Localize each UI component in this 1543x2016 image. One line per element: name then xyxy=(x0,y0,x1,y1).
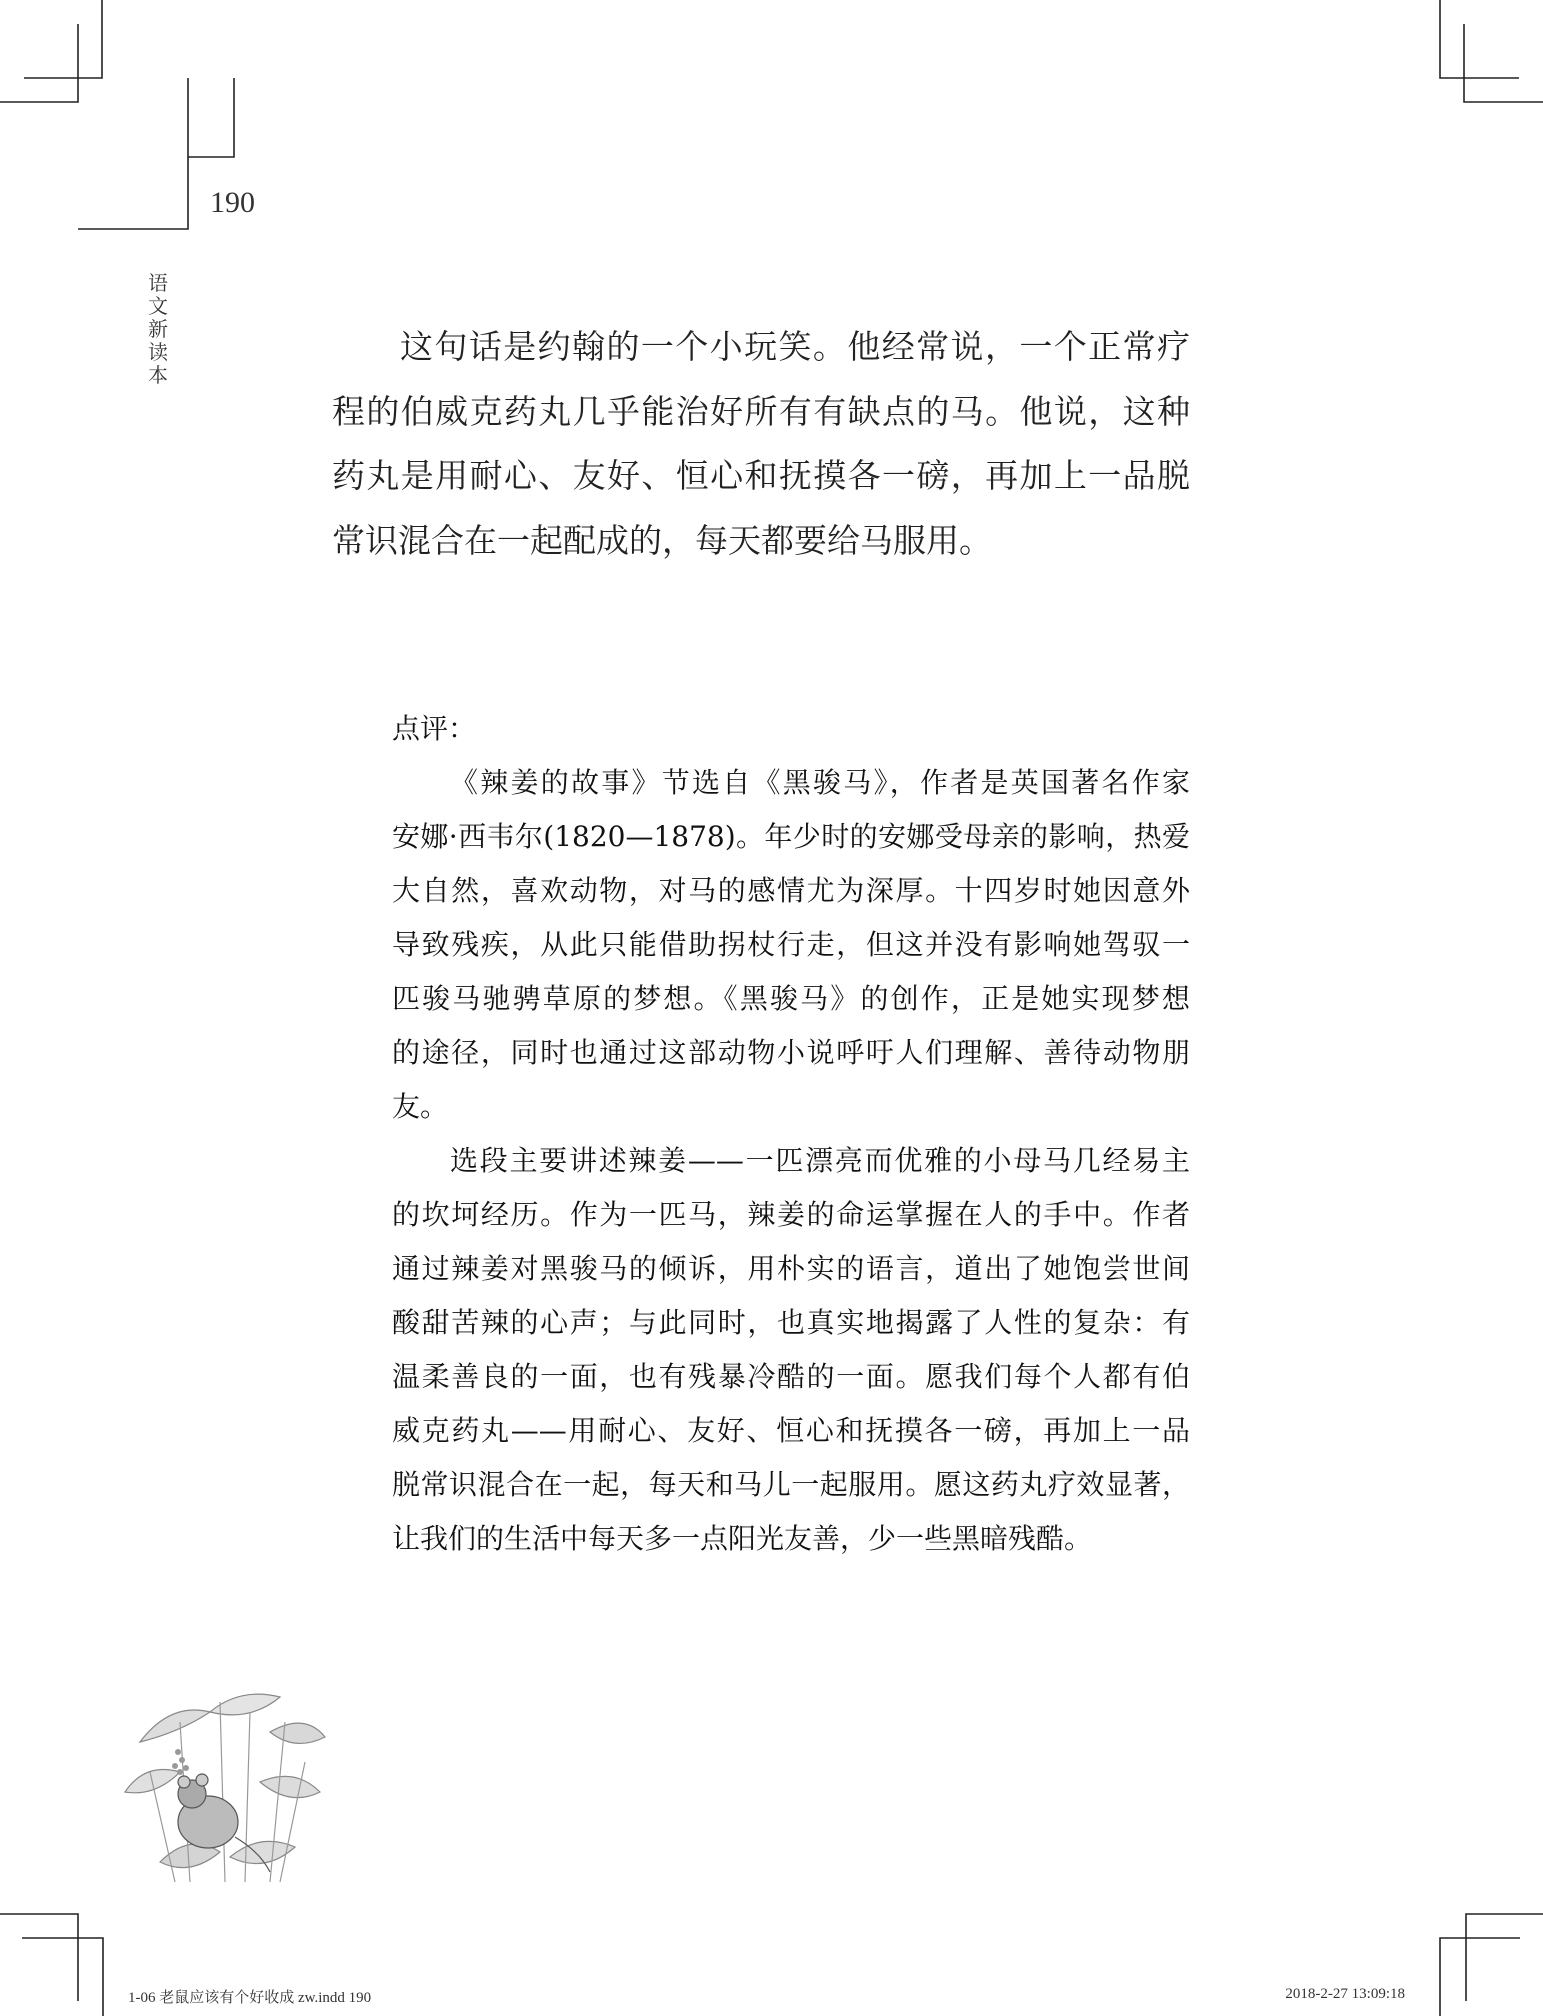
main-paragraph xyxy=(332,315,1190,573)
crop-mark-top-right xyxy=(1440,0,1543,102)
footer-file-info: 1-06 老鼠应该有个好收成 zw.indd 190 xyxy=(128,1990,372,2006)
crop-mark-bottom-right xyxy=(1440,1914,1543,2016)
page-number: 190 xyxy=(210,186,255,219)
crop-mark-top-left xyxy=(0,0,102,102)
text-line: 常识混合在一起配成的，每天都要给马服用。 xyxy=(332,520,992,560)
text-line: 程的伯威克药丸几乎能治好所有有缺点的马。他说，这种 xyxy=(332,391,1190,431)
text-line: 这句话是约翰的一个小玩笑。他经常说，一个正常疗 xyxy=(400,327,1190,366)
leaves xyxy=(125,1694,325,1882)
review-section xyxy=(392,702,1190,1566)
review-line: 让我们的生活中每天多一点阳光友善，少一些黑暗残酷。 xyxy=(392,1522,1093,1555)
review-line: 导致残疾，从此只能借助拐杖行走，但这并没有影响她驾驭一 xyxy=(392,928,1190,961)
review-line: 大自然，喜欢动物，对马的感情尤为深厚。十四岁时她因意外 xyxy=(392,874,1190,907)
section-title-char: 读 xyxy=(148,340,168,364)
review-line: 匹骏马驰骋草原的梦想。《黑骏马》的创作，正是她实现梦想 xyxy=(392,982,1190,1015)
review-line: 威克药丸——用耐心、友好、恒心和抚摸各一磅，再加上一品 xyxy=(392,1414,1190,1447)
section-title-char: 新 xyxy=(148,317,168,341)
review-line: 《辣姜的故事》节选自《黑骏马》，作者是英国著名作家 xyxy=(450,766,1190,799)
review-line: 安娜·西韦尔(1820—1878)。年少时的安娜受母亲的影响，热爱 xyxy=(392,820,1190,853)
review-line: 通过辣姜对黑骏马的倾诉，用朴实的语言，道出了她饱尝世间 xyxy=(392,1252,1190,1285)
section-title-vertical xyxy=(146,272,170,387)
section-title-char: 文 xyxy=(148,294,168,318)
review-line: 酸甜苦辣的心声；与此同时，也真实地揭露了人性的复杂：有 xyxy=(392,1306,1190,1339)
review-heading: 点评： xyxy=(392,712,477,745)
review-line: 温柔善良的一面，也有残暴冷酷的一面。愿我们每个人都有伯 xyxy=(392,1360,1190,1393)
crop-mark-bottom-left xyxy=(0,1914,103,2016)
review-line: 友。 xyxy=(392,1090,449,1123)
review-line: 的途径，同时也通过这部动物小说呼吁人们理解、善待动物朋 xyxy=(392,1036,1190,1069)
review-line: 选段主要讲述辣姜——一匹漂亮而优雅的小母马几经易主 xyxy=(450,1144,1190,1177)
section-title-char: 语 xyxy=(148,271,168,295)
mouse-illustration xyxy=(120,1682,332,1888)
text-line: 药丸是用耐心、友好、恒心和抚摸各一磅，再加上一品脱 xyxy=(332,456,1190,495)
footer-timestamp: 2018-2-27 13:09:18 xyxy=(1285,1986,1405,2002)
section-title-char: 本 xyxy=(148,363,168,387)
review-line: 脱常识混合在一起，每天和马儿一起服用。愿这药丸疗效显著， xyxy=(392,1468,1190,1501)
review-line: 的坎坷经历。作为一匹马，辣姜的命运掌握在人的手中。作者 xyxy=(392,1198,1190,1231)
